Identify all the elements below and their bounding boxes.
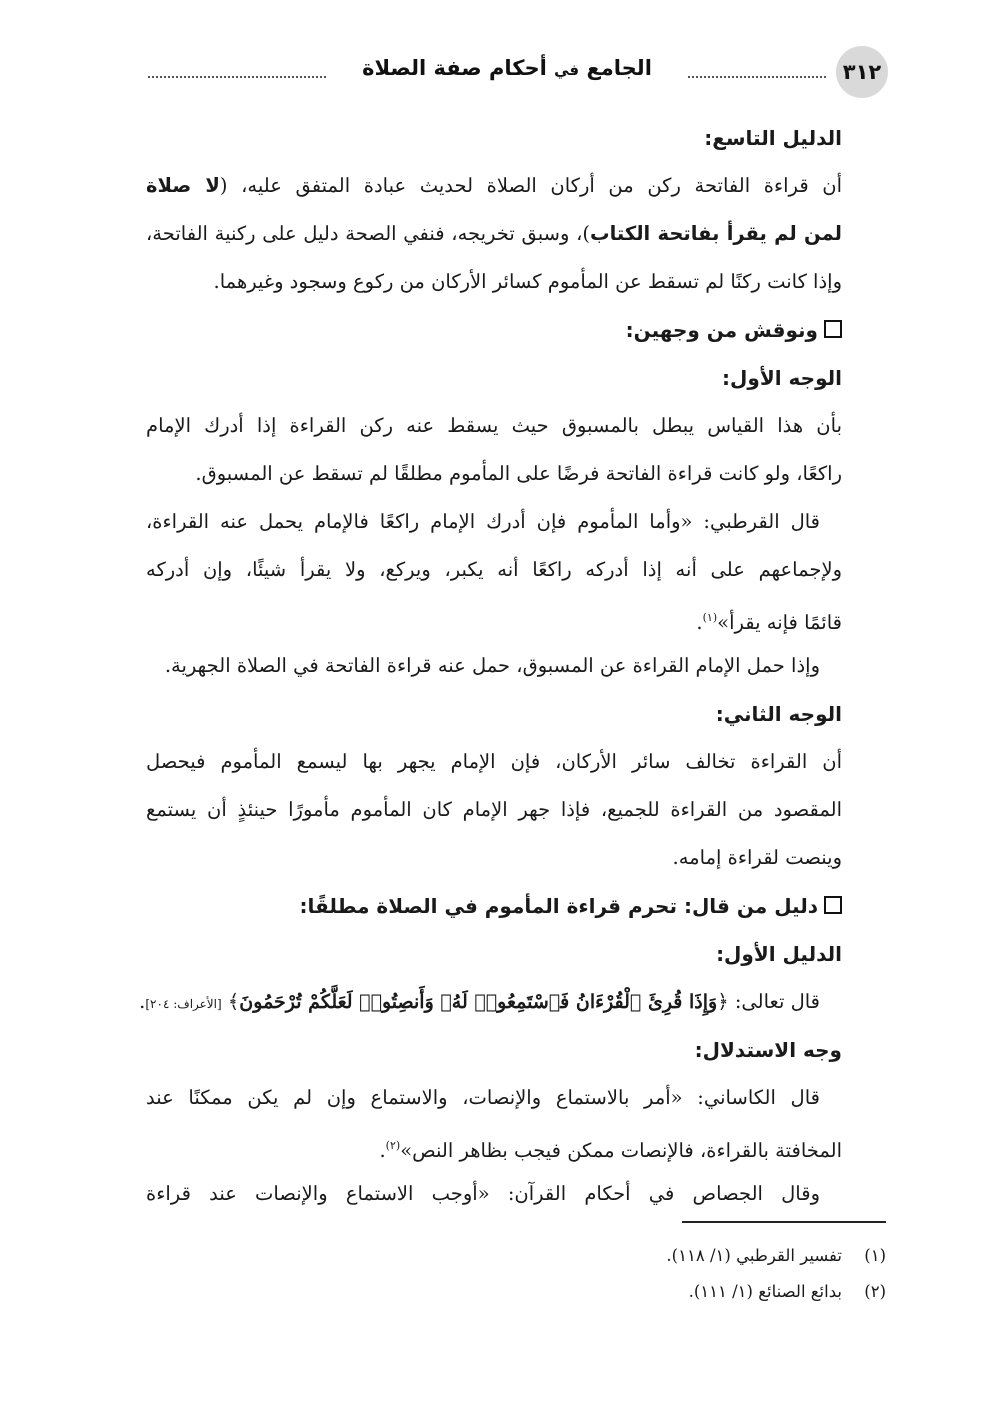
paragraph-line: المقصود من القراءة للجميع، فإذا جهر الإمام كان المأموم مأمورًا حينئذٍ أن يستمع	[146, 798, 842, 821]
paragraph-line: بأن هذا القياس يبطل بالمسبوق حيث يسقط عنه ركن القراءة إذا أدرك الإمام	[146, 414, 842, 437]
heading-ninth-evidence: الدليل التاسع:	[704, 126, 842, 150]
quran-verse-line: قال تعالى: ﴿وَإِذَا قُرِئَ ٱلْقُرْءَانُ فَٱسْتَمِعُوا۟ لَهُۥ وَأَنصِتُوا۟ لَعَلَّكُمْ تُرْحَمُونَ﴾ [الأعراف: ٢٠٤].	[139, 990, 820, 1013]
paragraph-line: أن قراءة الفاتحة ركن من أركان الصلاة لحديث عبادة المتفق عليه، (لا صلاة	[146, 174, 842, 197]
hadith-text: لا صلاة	[146, 174, 220, 197]
running-title-part1: الجامع	[586, 56, 652, 80]
running-title-part2: في	[554, 61, 580, 79]
hadith-text: لمن لم يقرأ بفاتحة الكتاب	[590, 222, 842, 245]
page-header	[140, 46, 888, 98]
footnote-ref-1: (١)	[702, 611, 718, 624]
footnotes	[146, 1238, 886, 1310]
paragraph-line: لمن لم يقرأ بفاتحة الكتاب)، وسبق تخريجه، فنفي الصحة دليل على ركنية الفاتحة،	[146, 222, 842, 245]
paragraph-line: قائمًا فإنه يقرأ»$^{(١)}$.	[696, 611, 842, 634]
page-number-badge: ٣١٢	[836, 46, 888, 98]
footnote-separator	[682, 1221, 886, 1223]
checkbox-square-icon	[824, 896, 842, 914]
paragraph-line: المخافتة بالقراءة، فالإنصات ممكن فيجب بظاهر النص»$^{(٢)}$.	[379, 1139, 842, 1162]
quran-verse: وَإِذَا قُرِئَ ٱلْقُرْءَانُ فَٱسْتَمِعُوا۟ لَهُۥ وَأَنصِتُوا۟ لَعَلَّكُمْ تُرْحَمُونَ	[239, 991, 718, 1013]
paragraph-line: وقال الجصاص في أحكام القرآن: «أوجب الاستماع والإنصات عند قراءة	[146, 1182, 820, 1205]
running-title	[332, 56, 682, 80]
header-dotted-rule-left	[148, 76, 326, 78]
header-dotted-rule-right	[688, 76, 826, 78]
paragraph-line: أن القراءة تخالف سائر الأركان، فإن الإمام يجهر بها ليسمع المأموم فيحصل	[146, 750, 842, 773]
footnote-2: (٢)بدائع الصنائع (١/ ١١١).	[688, 1282, 886, 1301]
paragraph-line: ولإجماعهم على أنه إذا أدركه راكعًا أنه يكبر، ويركع، ولا يقرأ شيئًا، وإن أدركه	[146, 558, 842, 581]
paragraph-line: راكعًا، ولو كانت قراءة الفاتحة فرضًا على المأموم مطلقًا لم تسقط عن المسبوق.	[195, 462, 842, 485]
paragraph-line: وإذا حمل الإمام القراءة عن المسبوق، حمل عنه قراءة الفاتحة في الصلاة الجهرية.	[164, 654, 820, 677]
running-title-part3: أحكام صفة الصلاة	[362, 56, 547, 80]
paragraph-line: قال الكاساني: «أمر بالاستماع والإنصات، والاستماع وإن لم يكن ممكنًا عند	[146, 1086, 820, 1109]
subheading-prohibition-evidence: دليل من قال: تحرم قراءة المأموم في الصلاة مطلقًا:	[146, 882, 842, 930]
heading-first-evidence: الدليل الأول:	[716, 942, 842, 966]
footnote-ref-2: (٢)	[385, 1139, 401, 1152]
page-body	[139, 114, 842, 1218]
verse-reference: [الأعراف: ٢٠٤]	[145, 997, 222, 1011]
heading-first-aspect: الوجه الأول:	[722, 366, 842, 390]
paragraph-line: وإذا كانت ركنًا لم تسقط عن المأموم كسائر الأركان من ركوع وسجود وغيرهما.	[213, 270, 842, 293]
subheading-discussed: ونوقش من وجهين:	[146, 306, 842, 354]
footnote-1: (١)تفسير القرطبي (١/ ١١٨).	[666, 1246, 886, 1265]
paragraph-line: قال القرطبي: «وأما المأموم فإن أدرك الإمام راكعًا فالإمام يحمل عنه القراءة،	[146, 510, 820, 533]
checkbox-square-icon	[824, 320, 842, 338]
heading-inference: وجه الاستدلال:	[694, 1038, 842, 1062]
paragraph-line: وينصت لقراءة إمامه.	[672, 846, 842, 869]
heading-second-aspect: الوجه الثاني:	[715, 702, 842, 726]
